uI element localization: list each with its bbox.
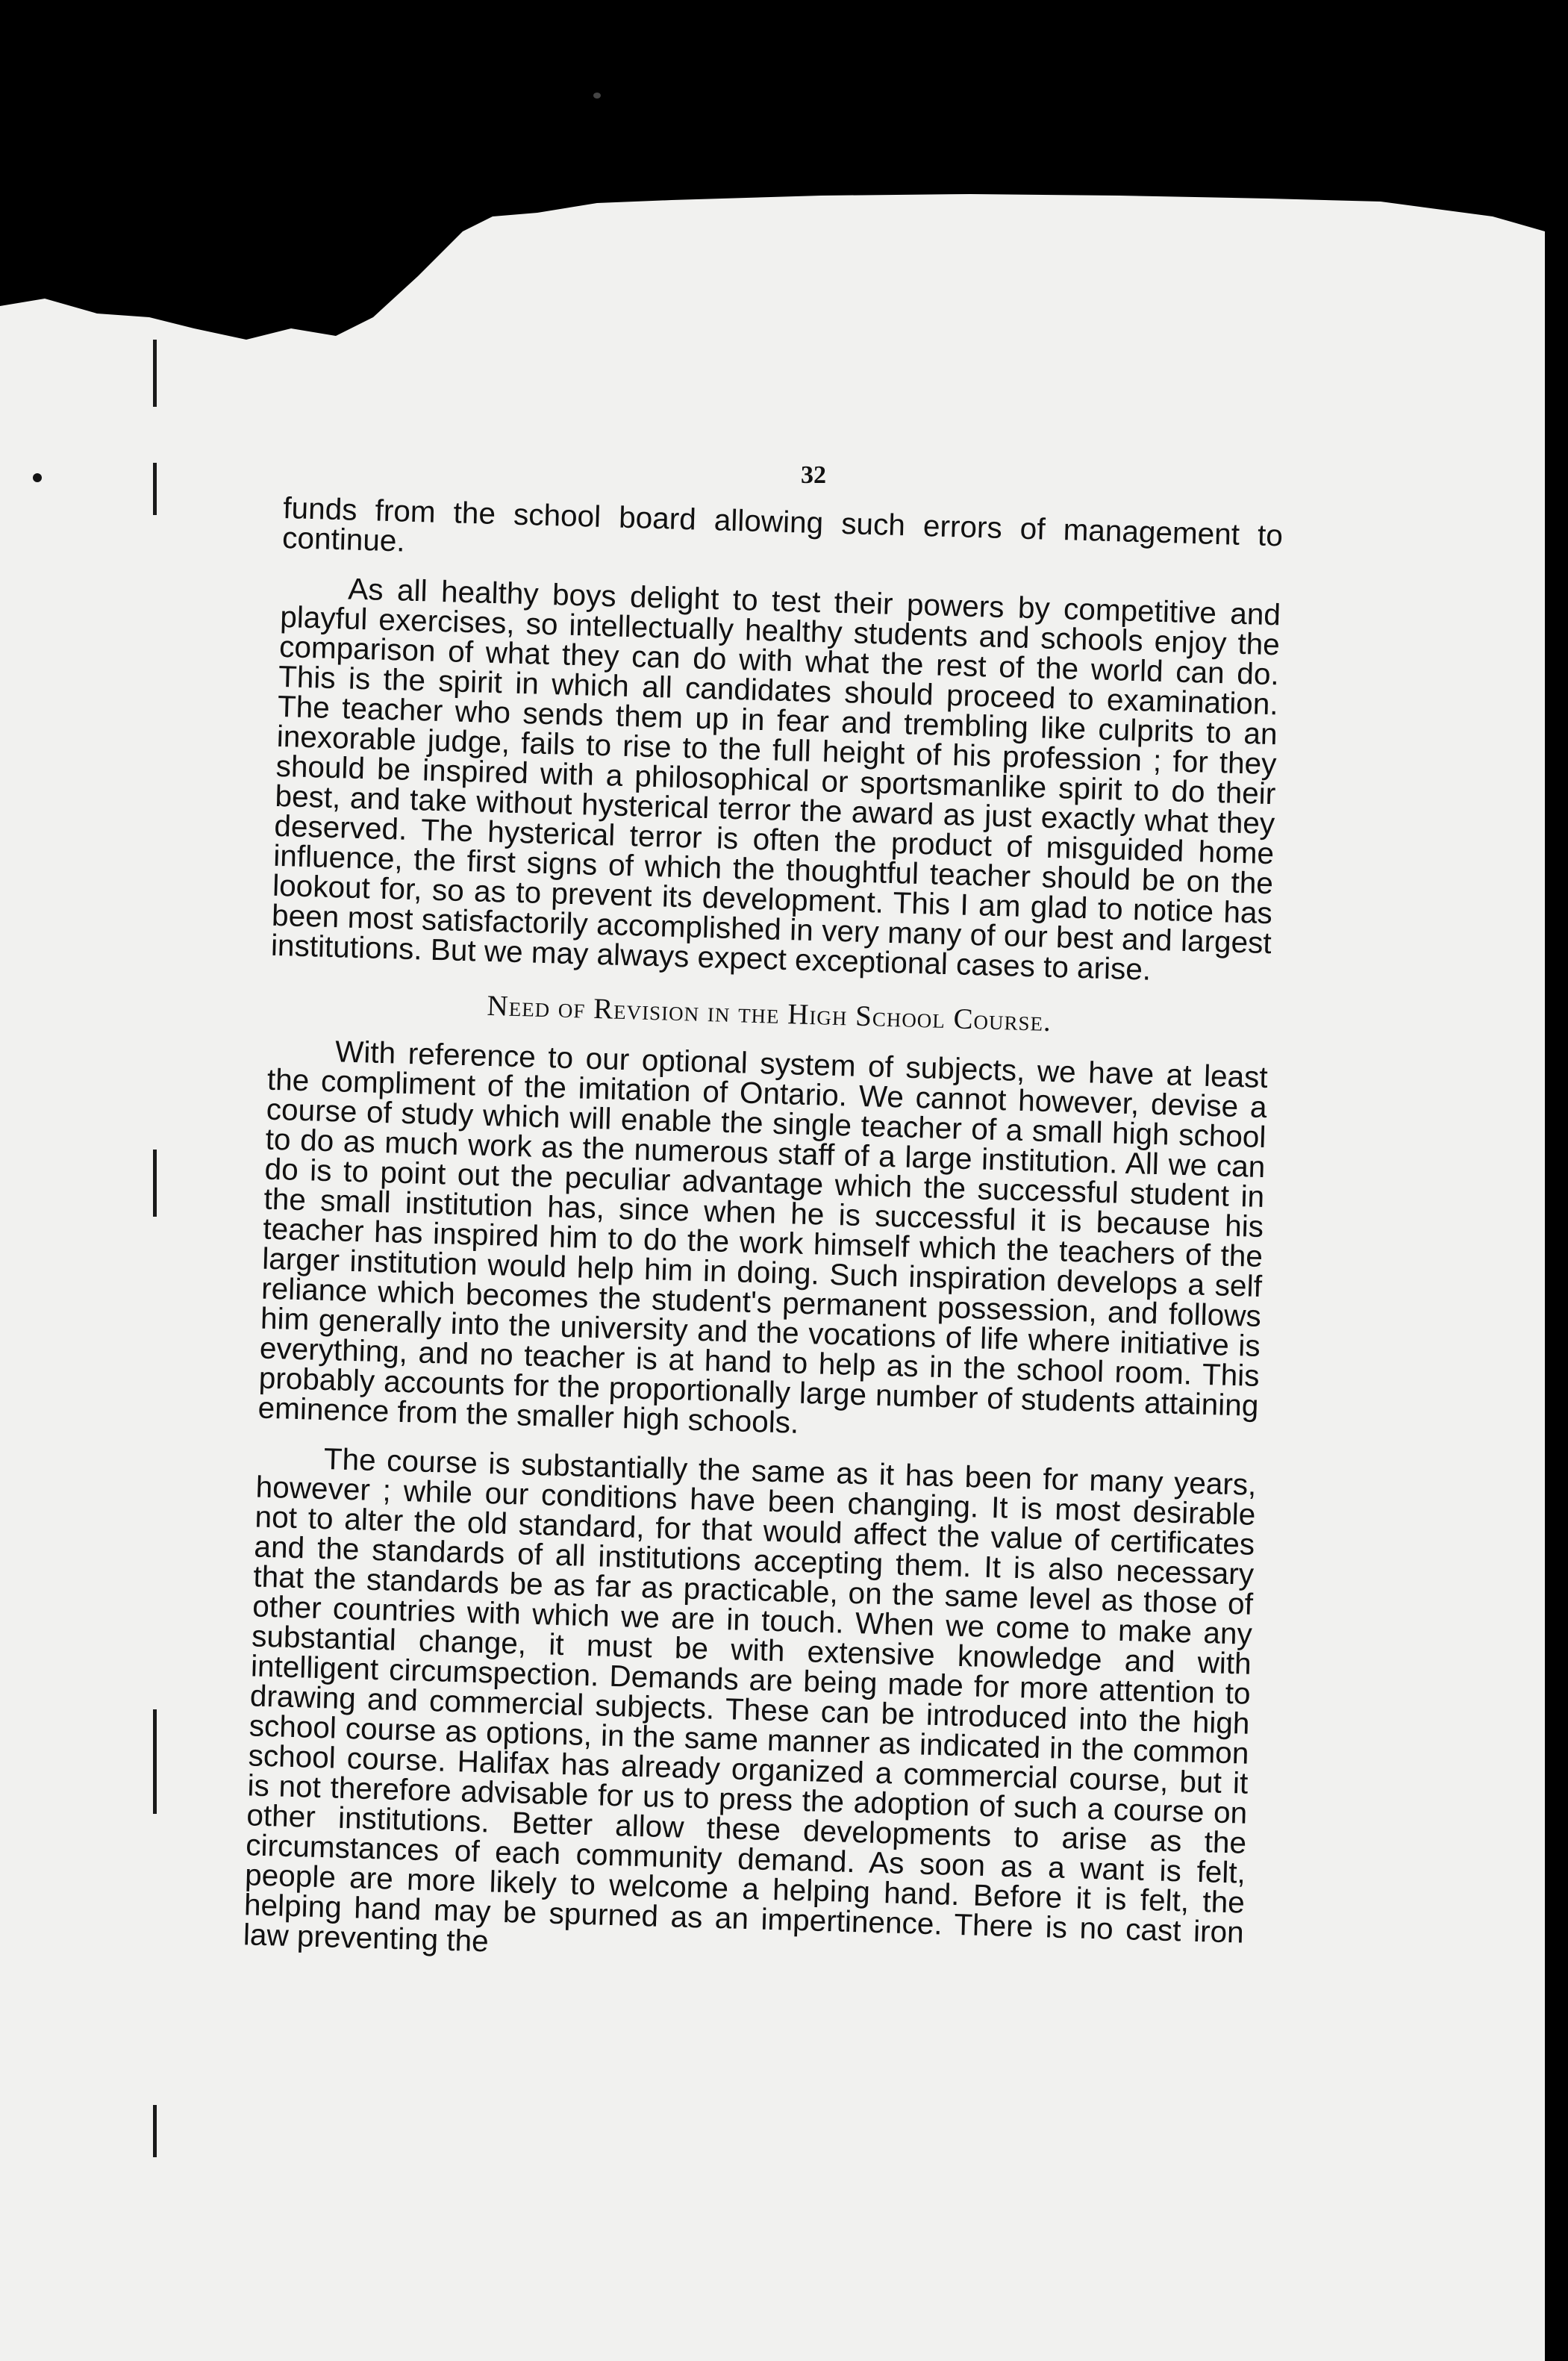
- page-number: 32: [801, 461, 826, 489]
- section-heading: Need of Revision in the High School Course.: [487, 989, 1052, 1038]
- binding-fold-line: [153, 340, 157, 407]
- paragraph: As all healthy boys delight to test their powers by competitive and playful exercises, so intellectually healthy students and schools enjoy the comparison of what they can do with what the rest of the world can do. This is the spirit in which all candidates should proceed to examination. The teacher who sends them up in fear and trembling like culprits to an inexorable judge, fails to rise to the full height of his profession ; for they should be inspired with a philosophical or sportsmanlike spirit to do their best, and take without hysterical terror the award as just exactly what they deserved. The hysterical terror is often the product of misguided home influence, the first signs of which the thoughtful teacher should be on the lookout for, so as to prevent its development. This I am glad to notice has been most satisfactorily accomplished in very many of our best and largest institutions. But we may always expect exceptional cases to arise.: [270, 571, 1281, 987]
- scan-speck: [33, 473, 42, 482]
- binding-fold-line: [153, 1150, 157, 1217]
- body-text: [243, 490, 1284, 1997]
- paragraph: funds from the school board allowing such errors of management to continue.: [281, 490, 1284, 558]
- scan-speck: [593, 93, 601, 99]
- paragraph: The course is substantially the same as it has been for many years, however ; while our conditions have been changing. It is most desirable not to alter the old standard, for that would affect the value of certificates and the standards of all institutions accepting them. It is also necessary that the standards be as far as practicable, on the same level as those of other countries with which we are in touch. When we come to make any substantial change, it must be with extensive knowledge and with intelligent circumspection. Demands are being made for more attention to drawing and commercial subjects. These can be introduced into the high school course as options, in the same manner as indicated in the common school course. Halifax has already organized a commercial course, but it is not therefore advisable for us to press the adoption of such a course on other institutions. Better allow these developments to arise as the circumstances of each community demand. As soon as a want is felt, people are more likely to welcome a helping hand. Before it is felt, the helping hand may be spurned as an impertinence. There is no cast iron law preventing the: [243, 1441, 1258, 1959]
- binding-fold-line: [153, 1709, 157, 1814]
- binding-fold-line: [153, 463, 157, 515]
- paragraph: With reference to our optional system of subjects, we have at least the compliment of the imitation of Ontario. We cannot however, devise a course of study which will enable the single teacher of a small high school to do as much work as the numerous staff of a large institution. All we can do is to point out the peculiar advantage which the successful student in the small institution has, since when he is successful it is because his teacher has inspired him to do the work himself which the teachers of the larger institution would help him in doing. Such inspiration develops a self reliance which becomes the student's permanent possession, and follows him generally into the university and the vocations of life where initiative is everything, and no teacher is at hand to help as in the school room. This probably accounts for the proportionally large number of students attaining eminence from the smaller high schools.: [257, 1034, 1269, 1440]
- binding-fold-line: [153, 2105, 157, 2157]
